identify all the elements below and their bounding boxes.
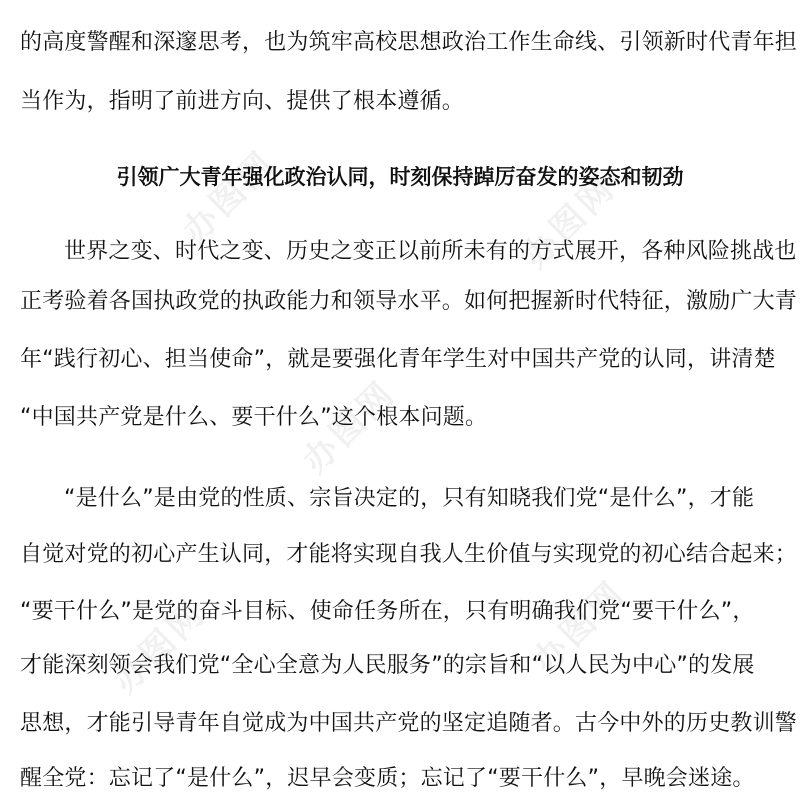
watermark: 办图网 — [295, 372, 404, 482]
paragraph-line: “是什么”是由党的性质、宗旨决定的，只有知晓我们党“是什么”，才能 — [64, 486, 755, 511]
watermark: 办图网 — [525, 572, 634, 682]
paragraph-line: 自觉对党的初心产生认同，才能将实现自我人生价值与实现党的初心结合起来； — [20, 542, 798, 567]
paragraph-line: 当作为，指明了前进方向、提供了根本遵循。 — [20, 89, 465, 114]
paragraph-line: 醒全党：忘记了“是什么”，迟早会变质；忘记了“要干什么”，早晚会迷途。 — [20, 766, 755, 791]
watermark: 办图网 — [515, 167, 624, 277]
paragraph-line: 年“践行初心、担当使命”，就是要强化青年学生对中国共产党的认同，讲清楚 — [20, 347, 776, 372]
paragraph-line: 思想，才能引导青年自觉成为中国共产党的坚定追随者。古今中外的历史教训警 — [20, 711, 798, 736]
paragraph-line: “要干什么”是党的奋斗目标、使命任务所在，只有明确我们党“要干什么”， — [20, 599, 755, 624]
paragraph-line: 正考验着各国执政党的执政能力和领导水平。如何把握新时代特征，激励广大青 — [20, 289, 798, 314]
paragraph-line: 的高度警醒和深邃思考，也为筑牢高校思想政治工作生命线、引领新时代青年担 — [20, 30, 798, 55]
section-heading: 引领广大青年强化政治认同，时刻保持踔厉奋发的姿态和韧劲 — [116, 165, 684, 189]
watermark: 办图网 — [105, 592, 214, 702]
paragraph-line: 才能深刻领会我们党“全心全意为人民服务”的宗旨和“以人民为中心”的发展 — [20, 653, 755, 678]
watermark: 办图网 — [175, 142, 284, 252]
paragraph-line: “中国共产党是什么、要干什么”这个根本问题。 — [20, 405, 488, 430]
paragraph-line: 世界之变、时代之变、历史之变正以前所未有的方式展开，各种风险挑战也 — [64, 239, 797, 264]
